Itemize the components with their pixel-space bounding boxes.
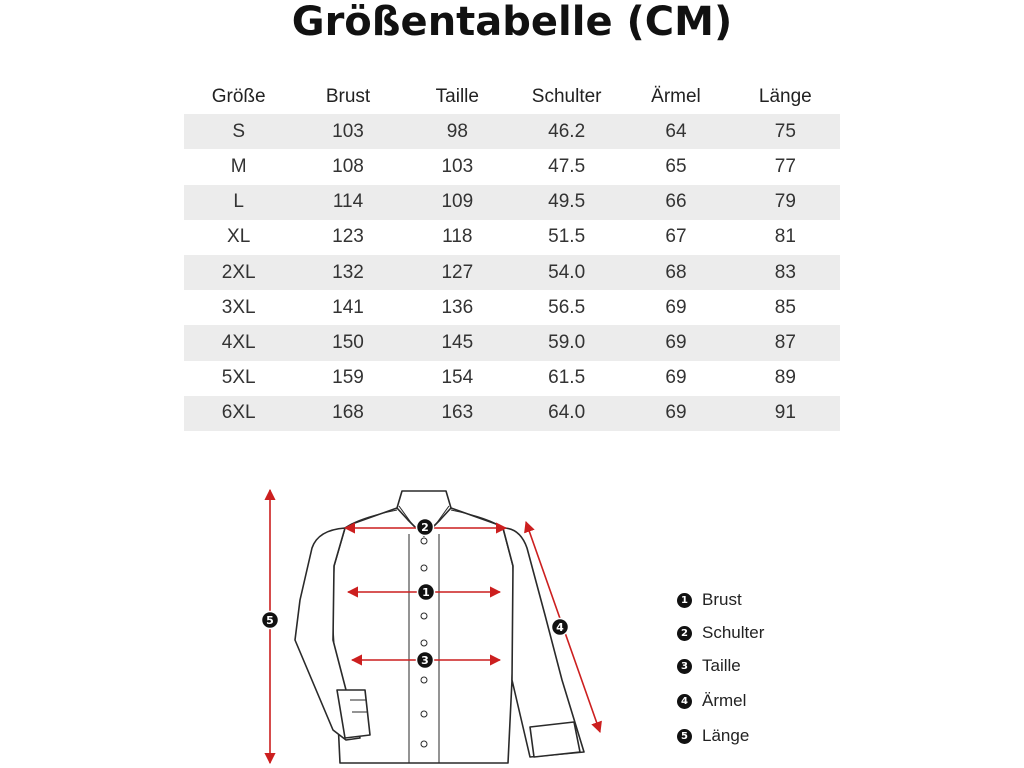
legend-item-aermel [677, 691, 746, 715]
marker-laenge [262, 612, 279, 629]
legend-badge: 2 [677, 626, 692, 641]
header-groesse: Größe [211, 85, 266, 107]
table-cell: 56.5 [548, 296, 586, 318]
legend-label: Brust [702, 590, 742, 609]
table-cell: 83 [731, 255, 840, 290]
marker-schulter [417, 519, 434, 536]
table-cell: 5XL [221, 367, 256, 389]
legend-item-schulter [677, 623, 764, 647]
table-cell: 77 [774, 155, 796, 177]
table-cell: 66 [621, 185, 730, 220]
table-cell: S [184, 114, 293, 149]
table-cell: 87 [731, 325, 840, 360]
legend-item-brust [677, 590, 742, 614]
table-cell: 68 [621, 255, 730, 290]
header-schulter: Schulter [531, 85, 602, 107]
table-cell: 64 [621, 114, 730, 149]
legend-badge: 5 [677, 729, 692, 744]
header-aermel: Ärmel [651, 85, 701, 107]
legend-label: Ärmel [702, 691, 747, 710]
marker-label: 4 [556, 621, 564, 634]
marker-label: 2 [421, 521, 429, 534]
table-cell: 2XL [184, 255, 293, 290]
table-cell: L [184, 185, 293, 220]
legend-label: Länge [702, 726, 750, 745]
table-cell: 79 [731, 185, 840, 220]
legend-item-laenge [677, 726, 749, 750]
table-cell: 89 [774, 367, 796, 389]
table-cell: XL [227, 226, 251, 248]
table-cell: 6XL [184, 396, 293, 431]
table-cell: 75 [731, 114, 840, 149]
table-cell: 64.0 [512, 396, 621, 431]
table-cell: 67 [665, 226, 687, 248]
marker-label: 3 [421, 654, 429, 667]
table-cell: 132 [293, 255, 402, 290]
table-cell: 109 [403, 185, 512, 220]
marker-brust [418, 584, 435, 601]
legend-label: Schulter [702, 623, 765, 642]
shirt-buttons [421, 538, 427, 747]
table-cell: 108 [332, 155, 364, 177]
table-cell: 136 [441, 296, 474, 318]
table-cell: 163 [403, 396, 512, 431]
table-cell: 65 [665, 155, 687, 177]
table-cell: 47.5 [548, 155, 586, 177]
table-cell: 4XL [184, 325, 293, 360]
table-cell: 59.0 [512, 325, 621, 360]
header-brust: Brust [325, 85, 371, 107]
legend-badge: 3 [677, 659, 692, 674]
marker-aermel [552, 619, 569, 636]
shirt-cuff-right [530, 722, 580, 757]
table-cell: 51.5 [548, 226, 586, 248]
table-cell: 69 [621, 396, 730, 431]
table-cell: 61.5 [548, 367, 586, 389]
legend-badge: 4 [677, 694, 692, 709]
header-laenge: Länge [758, 85, 812, 107]
table-cell: 54.0 [512, 255, 621, 290]
table-cell: 168 [293, 396, 402, 431]
table-cell: 127 [403, 255, 512, 290]
legend-badge: 1 [677, 593, 692, 608]
table-cell: 81 [774, 226, 796, 248]
table-cell: 91 [731, 396, 840, 431]
table-cell: 159 [332, 367, 364, 389]
table-cell: 118 [442, 226, 473, 248]
marker-taille [417, 652, 434, 669]
table-cell: 103 [293, 114, 402, 149]
marker-label: 1 [422, 586, 430, 599]
page-title: Größentabelle (CM) [291, 0, 733, 45]
table-cell: 154 [441, 367, 474, 389]
table-cell: 123 [332, 226, 364, 248]
table-cell: 69 [665, 296, 687, 318]
legend-item-taille [677, 656, 741, 680]
table-cell: M [230, 155, 247, 177]
table-cell: 98 [403, 114, 512, 149]
table-cell: 46.2 [512, 114, 621, 149]
table-cell: 69 [621, 325, 730, 360]
table-cell: 3XL [221, 296, 256, 318]
table-cell: 69 [665, 367, 687, 389]
table-cell: 85 [774, 296, 796, 318]
table-cell: 145 [403, 325, 512, 360]
table-cell: 114 [293, 185, 402, 220]
table-cell: 103 [441, 155, 474, 177]
table-cell: 150 [293, 325, 402, 360]
table-cell: 141 [332, 296, 364, 318]
table-cell: 49.5 [512, 185, 621, 220]
legend-label: Taille [702, 656, 741, 675]
header-taille: Taille [435, 85, 479, 107]
marker-label: 5 [266, 614, 274, 627]
